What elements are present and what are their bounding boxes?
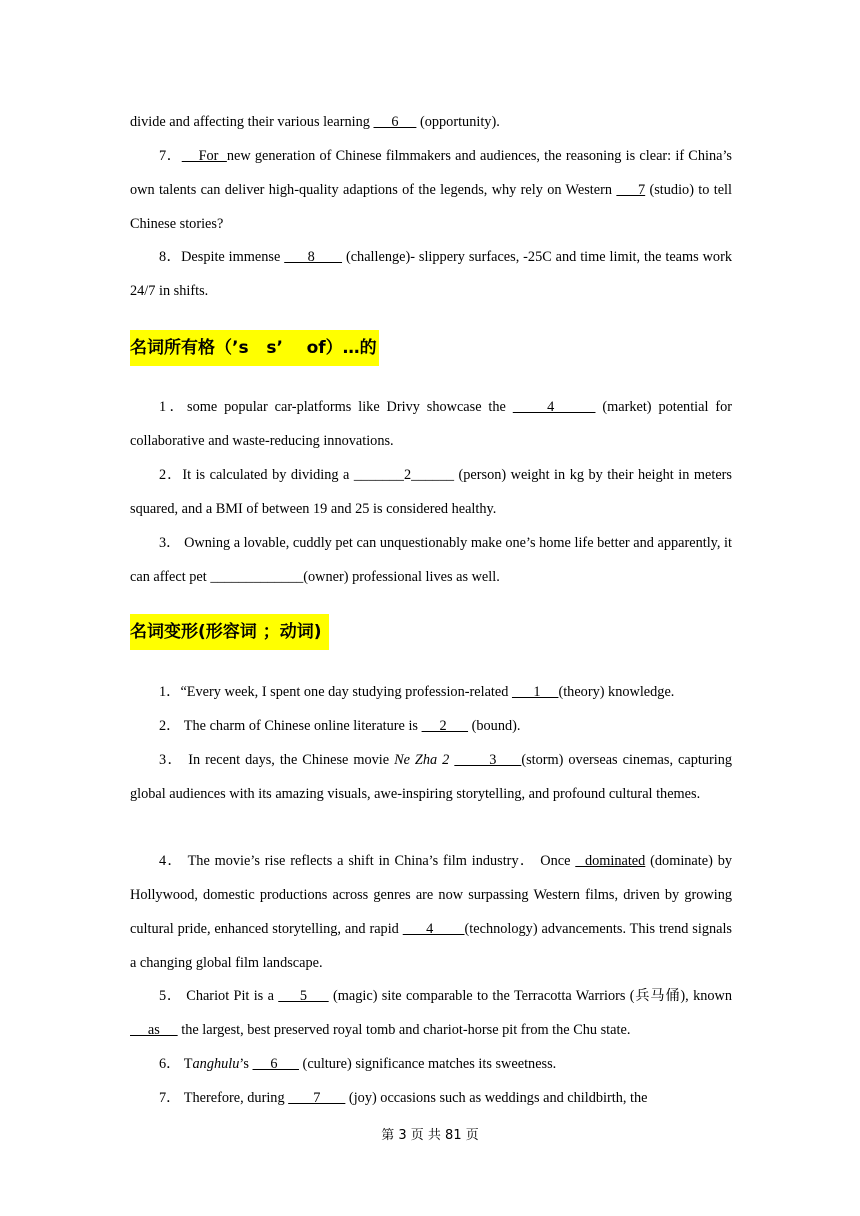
exercise-item-2: 2．It is calculated by dividing a _______2______ (person) weight in kg by their height in meters squared, and a BMI of between 19 and 25 is considered healthy. xyxy=(130,467,732,517)
answer-blank[interactable]: 7 xyxy=(288,1090,346,1106)
answer-blank[interactable]: 2 xyxy=(421,718,469,734)
exercise-item-4: 4． The movie’s rise reflects a shift in China’s film industry． Once dominated (dominate) by Hollywood, domestic productions across genres are now surpassing Western films, driven by growing cultural pride, enhanced storytelling, and rapid 4 (technology) advancements. This trend signals a changing global film landscape. xyxy=(130,853,732,971)
exercise-item-3: 3． In recent days, the Chinese movie Ne Zha 2 3 (storm) overseas cinemas, capturing global audiences with its amazing visuals, awe-inspiring storytelling, and profound cultural themes. xyxy=(130,752,733,802)
exercise-item-7: 7． Therefore, during 7 (joy) occasions such as weddings and childbirth, the xyxy=(159,1090,648,1106)
movie-title: Ne Zha 2 xyxy=(394,752,450,768)
answer-blank[interactable]: 4 xyxy=(402,921,465,937)
answer-blank[interactable]: 1 xyxy=(511,684,559,700)
answer-blank[interactable]: 6 xyxy=(373,114,417,130)
answer-blank[interactable]: 3 xyxy=(454,752,522,768)
exercise-item-1: 1．some popular car-platforms like Drivy showcase the 4 (market) potential for collaborative and waste-reducing innovations. xyxy=(130,399,733,449)
answer-blank[interactable]: _______2______ xyxy=(353,467,454,483)
answer-blank[interactable]: For xyxy=(181,148,227,164)
food-name: anghulu xyxy=(192,1056,240,1072)
exercise-item-8: 8．Despite immense 8 (challenge)- slippery surfaces, -25C and time limit, the teams work 24/7 in shifts. xyxy=(130,249,732,299)
answer-blank[interactable]: _____________ xyxy=(210,569,304,585)
exercise-item-7: 7． For new generation of Chinese filmmakers and audiences, the reasoning is clear: if China’s own talents can deliver high-quality adaptions of the legends, why rely on Western 7 (studio) to tell Chinese stories? xyxy=(130,148,732,232)
exercise-item-6: 6． Tanghulu’s 6 (culture) significance matches its sweetness. xyxy=(159,1056,557,1072)
answer-blank[interactable]: dominated xyxy=(575,853,646,869)
exercise-item-1: 1．“Every week, I spent one day studying profession-related 1 (theory) knowledge. xyxy=(159,684,675,700)
answer-blank[interactable]: 7 xyxy=(616,182,646,198)
section-heading-noun-forms: 名词变形(形容词 ；动词) xyxy=(130,614,329,650)
answer-blank[interactable]: 6 xyxy=(252,1056,299,1072)
section-heading-possessive: 名词所有格（’s s’ of）…的 xyxy=(130,330,379,366)
page-footer: 第 3 页 共 81 页 xyxy=(381,1128,479,1143)
answer-blank[interactable]: 5 xyxy=(278,988,329,1004)
answer-blank[interactable]: as xyxy=(130,1022,178,1038)
answer-blank[interactable]: 4 xyxy=(512,399,596,415)
exercise-item-5: 5． Chariot Pit is a 5 (magic) site comparable to the Terracotta Warriors (兵马俑), known as the largest, best preserved royal tomb and chariot-horse pit from the Chu state. xyxy=(130,988,732,1038)
paragraph-continuation: divide and affecting their various learning 6 (opportunity). xyxy=(130,114,500,130)
exercise-item-3: 3． Owning a lovable, cuddly pet can unquestionably make one’s home life better and apparently, it can affect pet _____________(owner) professional lives as well. xyxy=(130,535,733,585)
exercise-item-2: 2． The charm of Chinese online literature is 2 (bound). xyxy=(159,718,521,734)
answer-blank[interactable]: 8 xyxy=(284,249,343,265)
